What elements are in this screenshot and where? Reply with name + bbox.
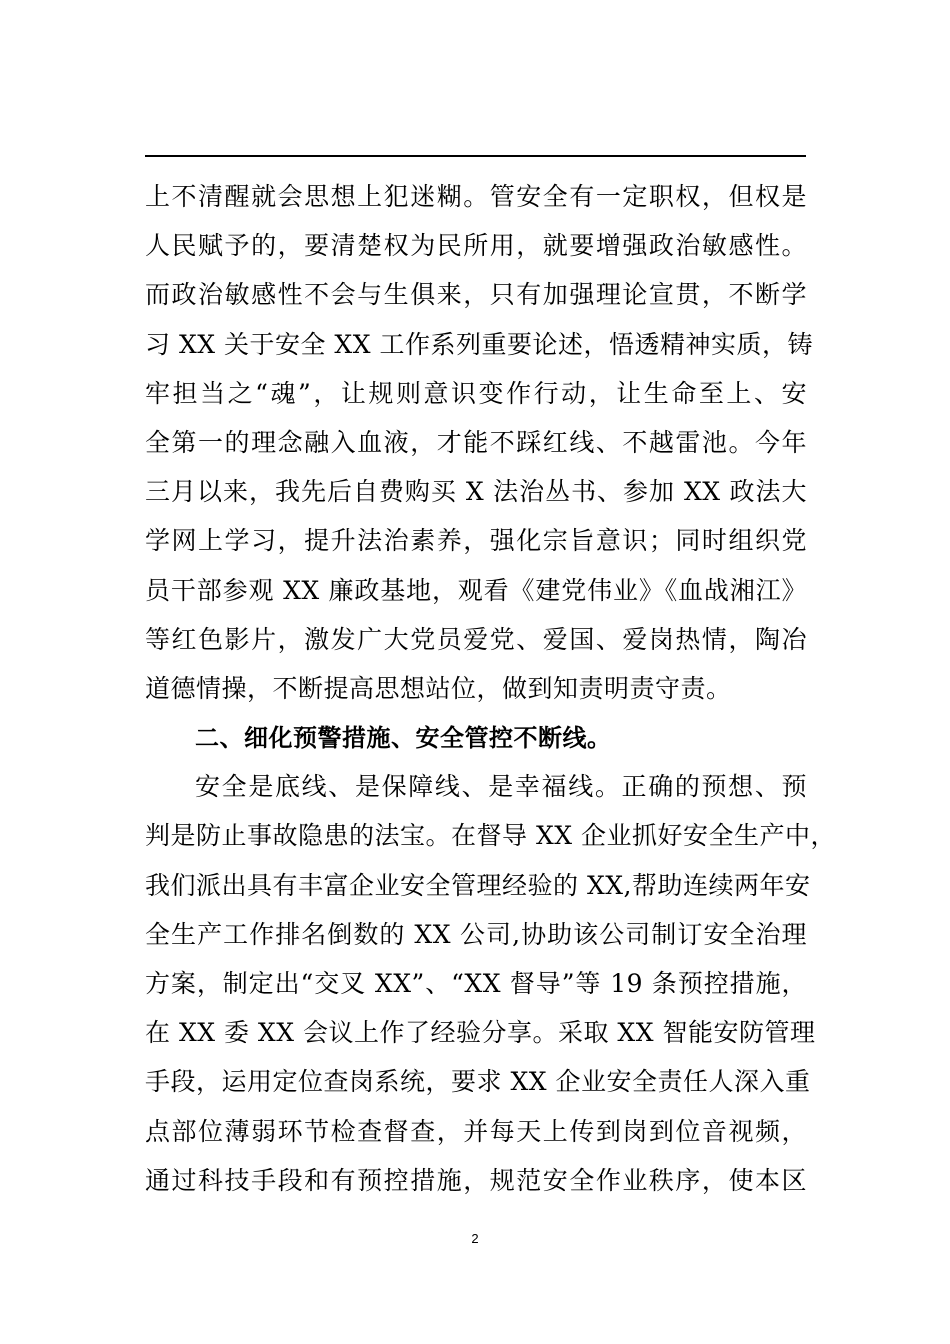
body-line: 安全是底线、是保障线、是幸福线。正确的预想、预	[195, 772, 807, 802]
section-heading: 二、细化预警措施、安全管控不断线。	[195, 724, 612, 753]
body-line: 习 XX 关于安全 XX 工作系列重要论述，悟透精神实质，铸	[145, 329, 813, 359]
body-line: 人民赋予的，要清楚权为民所用，就要增强政治敏感性。	[145, 231, 807, 261]
body-line: 在 XX 委 XX 会议上作了经验分享。采取 XX 智能安防管理	[145, 1018, 816, 1048]
document-body	[145, 178, 836, 1211]
body-line: 判是防止事故隐患的法宝。在督导 XX 企业抓好安全生产中，	[145, 821, 836, 851]
body-line: 全第一的理念融入血液，才能不踩红线、不越雷池。今年	[145, 427, 807, 457]
body-line: 方案，制定出“交叉 XX”、“XX 督导”等 19 条预控措施，	[145, 969, 807, 998]
body-line: 道德情操，不断提高思想站位，做到知责明责守责。	[145, 673, 732, 703]
body-line: 三月以来，我先后自费购买 X 法治丛书、参加 XX 政法大	[145, 477, 807, 507]
body-line: 学网上学习，提升法治素养，强化宗旨意识；同时组织党	[145, 526, 807, 556]
body-line: 牢担当之“魂”，让规则意识变作行动，让生命至上、安	[145, 378, 807, 408]
body-line: 而政治敏感性不会与生俱来，只有加强理论宣贯，不断学	[145, 280, 807, 310]
body-line: 员干部参观 XX 廉政基地，观看《建党伟业》《血战湘江》	[145, 575, 807, 605]
body-line: 点部位薄弱环节检查督查，并每天上传到岗到位音视频，	[145, 1116, 807, 1146]
page-number: 2	[471, 1231, 479, 1246]
body-line: 上不清醒就会思想上犯迷糊。管安全有一定职权，但权是	[145, 182, 807, 211]
body-line: 我们派出具有丰富企业安全管理经验的 XX,帮助连续两年安	[145, 870, 811, 900]
header-rule	[145, 155, 806, 157]
body-line: 等红色影片，激发广大党员爱党、爱国、爱岗热情，陶冶	[145, 624, 807, 654]
body-line: 通过科技手段和有预控措施，规范安全作业秩序，使本区	[145, 1165, 807, 1195]
body-line: 手段，运用定位查岗系统，要求 XX 企业安全责任人深入重	[145, 1067, 811, 1097]
body-line: 全生产工作排名倒数的 XX 公司,协助该公司制订安全治理	[145, 919, 807, 949]
